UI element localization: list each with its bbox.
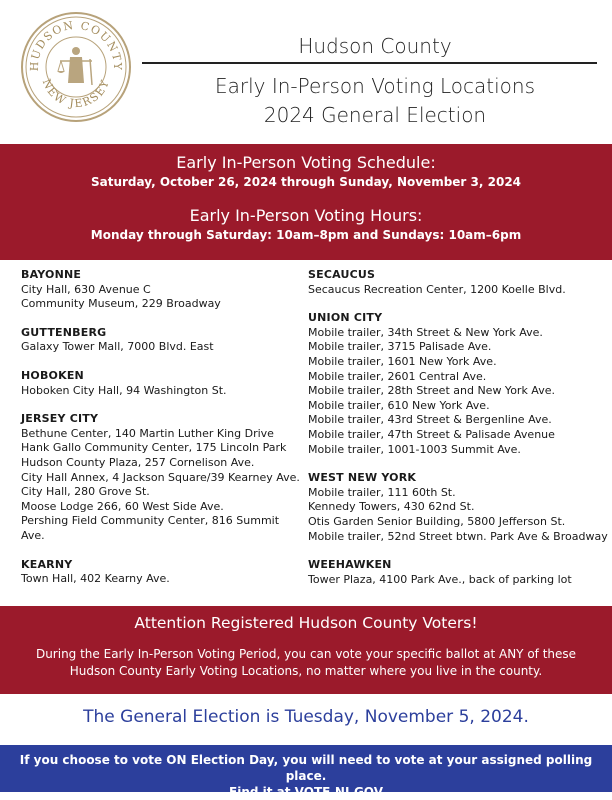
schedule-dates: Saturday, October 26, 2024 through Sunday, November 3, 2024 <box>90 175 522 189</box>
attention-heading: Attention Registered Hudson County Voters! <box>134 614 478 632</box>
location-group <box>308 268 608 297</box>
location-group <box>21 558 306 587</box>
location-address: Mobile trailer, 2601 Central Ave. <box>308 369 487 383</box>
location-address: Mobile trailer, 47th Street & Palisade Avenue <box>308 427 555 441</box>
location-address: Mobile trailer, 1601 New York Ave. <box>308 354 497 368</box>
location-group <box>21 412 306 543</box>
footer-banner <box>0 745 612 799</box>
location-address: Galaxy Tower Mall, 7000 Blvd. East <box>21 340 214 354</box>
location-group <box>21 268 306 312</box>
location-address: Kennedy Towers, 430 62nd St. <box>308 500 475 514</box>
schedule-heading: Early In-Person Voting Schedule: <box>176 153 436 172</box>
location-address: City Hall, 630 Avenue C <box>21 282 151 296</box>
location-address: Bethune Center, 140 Martin Luther King Drive <box>21 426 274 440</box>
location-address: Tower Plaza, 4100 Park Ave., back of parking lot <box>308 572 572 586</box>
page-title-line2: 2024 General Election <box>263 103 487 127</box>
city-name: WEEHAWKEN <box>308 558 392 572</box>
city-name: BAYONNE <box>21 268 82 281</box>
hours-text: Monday through Saturday: 10am–8pm and Sundays: 10am–6pm <box>90 228 522 242</box>
location-address: Otis Garden Senior Building, 5800 Jefferson St. <box>308 514 566 528</box>
city-name: KEARNY <box>21 557 73 571</box>
locations-right-column <box>308 268 608 601</box>
location-address: Mobile trailer, 111 60th St. <box>308 485 456 499</box>
election-day-notice: The General Election is Tuesday, November 5, 2024. <box>83 707 529 727</box>
city-name: SECAUCUS <box>308 268 376 281</box>
city-name: JERSEY CITY <box>21 412 99 426</box>
location-address: Moose Lodge 266, 60 West Side Ave. <box>21 499 224 513</box>
location-address: Mobile trailer, 28th Street and New York Ave. <box>308 384 555 398</box>
lady-justice-icon <box>57 47 92 85</box>
page-title-line1: Early In-Person Voting Locations <box>214 74 536 98</box>
location-address: City Hall, 280 Grove St. <box>21 485 150 499</box>
seal-bottom-text: NEW JERSEY <box>39 77 113 111</box>
hours-heading: Early In-Person Voting Hours: <box>189 206 423 225</box>
locations-left-column <box>21 268 306 601</box>
city-name: UNION CITY <box>308 311 383 325</box>
location-address: Community Museum, 229 Broadway <box>21 297 221 311</box>
seal-top-text: HUDSON COUNTY <box>27 18 125 72</box>
location-address: Town Hall, 402 Kearny Ave. <box>21 572 170 586</box>
location-address: Secaucus Recreation Center, 1200 Koelle Blvd. <box>308 282 566 296</box>
city-name: GUTTENBERG <box>21 325 107 339</box>
attention-banner <box>0 606 612 694</box>
header-rule <box>142 62 597 64</box>
county-seal <box>20 11 132 123</box>
location-address: Hank Gallo Community Center, 175 Lincoln Park <box>21 441 287 455</box>
location-group <box>21 326 306 355</box>
location-address: Pershing Field Community Center, 816 Summit Ave. <box>21 514 280 542</box>
location-address: Mobile trailer, 43rd Street & Bergenline Ave. <box>308 413 552 427</box>
footer-line1: If you choose to vote ON Election Day, you will need to vote at your assigned polling place. <box>19 753 593 783</box>
schedule-banner <box>0 144 612 260</box>
city-name: HOBOKEN <box>21 368 84 382</box>
location-address: Hoboken City Hall, 94 Washington St. <box>21 383 227 397</box>
footer-line2: Find it at VOTE.NJ.GOV <box>229 785 383 799</box>
location-group <box>308 471 608 544</box>
location-address: Hudson County Plaza, 257 Cornelison Ave. <box>21 455 255 469</box>
location-address: Mobile trailer, 52nd Street btwn. Park Ave & Broadway <box>308 529 608 543</box>
location-address: Mobile trailer, 1001-1003 Summit Ave. <box>308 442 521 456</box>
location-group <box>308 558 608 587</box>
location-group <box>21 369 306 398</box>
location-address: Mobile trailer, 610 New York Ave. <box>308 398 490 412</box>
location-address: Mobile trailer, 34th Street & New York Ave. <box>308 325 543 339</box>
attention-body: During the Early In-Person Voting Period, you can vote your specific ballot at ANY of these Hudson County Early Voting Locations, no matter where you live in the county. <box>35 647 577 678</box>
location-address: City Hall Annex, 4 Jackson Square/39 Kearney Ave. <box>21 470 300 484</box>
location-address: Mobile trailer, 3715 Palisade Ave. <box>308 340 492 354</box>
location-group <box>308 311 608 457</box>
county-title: Hudson County <box>298 34 452 58</box>
city-name: WEST NEW YORK <box>308 471 417 485</box>
